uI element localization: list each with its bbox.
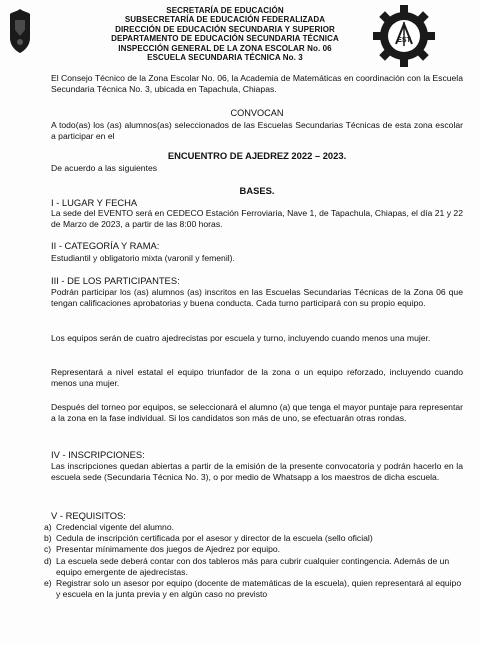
- event-title: ENCUENTRO DE AJEDREZ 2022 – 2023.: [167, 150, 347, 161]
- list-item-letter: e): [44, 578, 52, 589]
- section-text-categoria: Estudiantil y obligatorio mixta (varonil y femenil).: [51, 253, 235, 263]
- section-title-participantes: III - DE LOS PARTICIPANTES:: [51, 275, 180, 286]
- school-gear-logo: [372, 4, 436, 68]
- logo-text: EST: [397, 37, 411, 44]
- list-item-text: Presentar mínimamente dos juegos de Ajedrez por equipo.: [56, 544, 281, 555]
- list-item-letter: d): [44, 555, 52, 566]
- section-heading: [51, 240, 159, 252]
- participants-paragraph-1: Podrán participar los (as) alumnos (as) inscritos en las Escuelas Secundarias Técnicas de la Zona 06 que tengan calificaciones aprobatorias y buena conducta. Cada turno participará con su propio equipo.: [51, 287, 463, 309]
- section-text-lugar: La sede del EVENTO será en CEDECO Estación Ferroviaria, Nave 1, de Tapachula, Chiapas, el día 21 y 22 de Marzo de 2023, a partir de las 8:00 horas.: [51, 208, 463, 230]
- requirements-list: [44, 522, 464, 600]
- list-item-letter: b): [44, 533, 52, 544]
- header-line: DIRECCIÓN DE EDUCACIÓN SECUNDARIA Y SUPERIOR: [115, 24, 335, 34]
- header-line: DEPARTAMENTO DE EDUCACIÓN SECUNDARIA TÉCNICA: [111, 34, 339, 44]
- list-item: [44, 556, 464, 578]
- section-heading: [51, 449, 145, 461]
- participants-paragraph-3: Representará a nivel estatal el equipo triunfador de la zona o un equipo reforzado, incluyendo cuando menos una mujer.: [51, 367, 463, 389]
- document-header: [90, 6, 360, 62]
- section-title-lugar: I - LUGAR Y FECHA: [51, 197, 138, 208]
- section-heading: [51, 510, 126, 522]
- header-line: INSPECCIÓN GENERAL DE LA ZONA ESCOLAR No. 06: [118, 43, 332, 53]
- list-item-letter: a): [44, 522, 52, 532]
- intro-paragraph: El Consejo Técnico de la Zona Escolar No. 06, la Academia de Matemáticas en coordinación con la Escuela Secundaria Técnica No. 3, ubicada en Tapachula, Chiapas.: [51, 73, 463, 95]
- invite-paragraph: A todo(as) los (as) alumnos(as) seleccionados de las Escuelas Secundarias Técnicas de esta zona escolar a participar en el: [51, 120, 463, 142]
- list-item: [44, 533, 464, 544]
- header-line: SECRETARÍA DE EDUCACIÓN: [166, 6, 284, 15]
- convocan-heading: CONVOCAN: [230, 108, 284, 118]
- state-emblem-logo: [8, 8, 32, 54]
- bases-heading: BASES.: [239, 185, 275, 196]
- list-item-text: La escuela sede deberá contar con dos tableros más para cubrir cualquier contingencia. Además de un equipo emergente de ajedrecistas.: [56, 555, 450, 577]
- section-heading: [51, 275, 180, 287]
- list-item: [44, 544, 464, 555]
- section-title-requisitos: V - REQUISITOS:: [51, 510, 126, 521]
- according-text: De acuerdo a las siguientes: [51, 163, 158, 173]
- list-item: [44, 578, 464, 600]
- list-item-text: Credencial vigente del alumno.: [56, 522, 174, 532]
- header-line: ESCUELA SECUNDARIA TÉCNICA No. 3: [147, 53, 303, 63]
- participants-paragraph-2: Los equipos serán de cuatro ajedrecistas por escuela y turno, incluyendo cuando menos una mujer.: [51, 333, 431, 343]
- header-line: SUBSECRETARÍA DE EDUCACIÓN FEDERALIZADA: [124, 15, 326, 25]
- section-title-categoria: II - CATEGORÍA Y RAMA:: [51, 240, 160, 251]
- list-item-letter: c): [44, 544, 52, 555]
- participants-paragraph-4: Después del torneo por equipos, se seleccionará el alumno (a) que tenga el mayor puntaje para representar a la zona en la fase individual. Si los candidatos son más de uno, se efectuarán otras rondas.: [51, 402, 463, 424]
- list-item: [44, 522, 464, 533]
- section-text-inscripciones: Las inscripciones quedan abiertas a partir de la emisión de la presente convocatoria y podrán hacerlo en la escuela sede (Secundaria Técnica No. 3), o por medio de Whatsapp a los maestros de dicha escuela.: [51, 461, 463, 483]
- list-item-text: Registrar solo un asesor por equipo (docente de matemáticas de la escuela), quien representará al equipo y escuela en la junta previa y en algún caso no previsto: [56, 578, 462, 600]
- section-title-inscripciones: IV - INSCRIPCIONES:: [51, 449, 145, 460]
- list-item-text: Cedula de inscripción certificada por el asesor y director de la escuela (sello oficial): [56, 533, 373, 544]
